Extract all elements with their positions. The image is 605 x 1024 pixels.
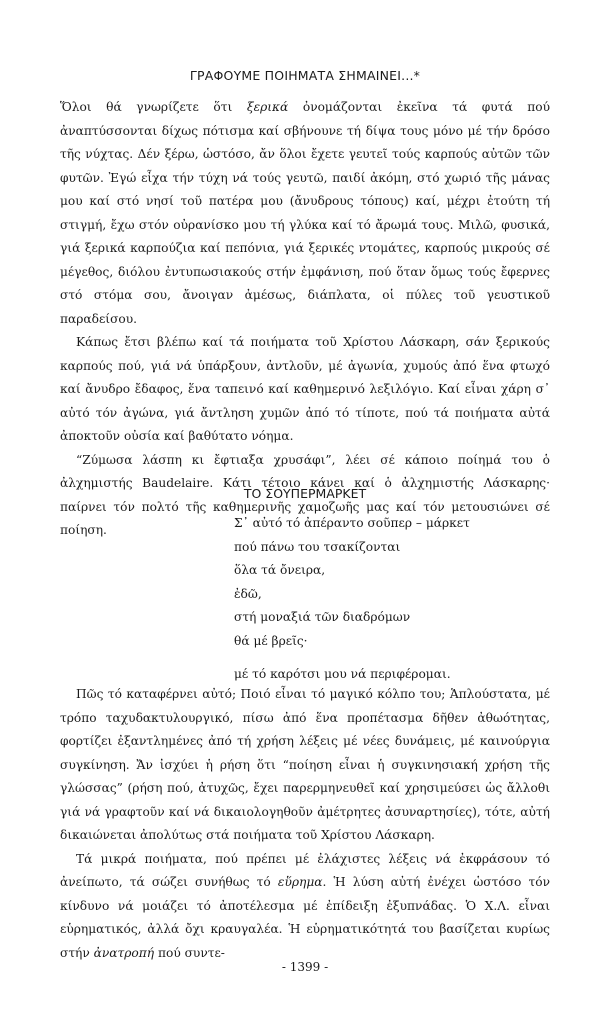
poem-line: θά μέ βρεῖς·	[234, 633, 308, 648]
poem-line: ἐδῶ,	[234, 586, 262, 601]
paragraph-5-middle: . Ἡ λύση αὐτή ἐνέχει ὡστόσο τόν κίνδυνο νά μοιάζει τό ἀποτέλεσμα μέ ἐπίδειξη ἐξυπνάδας. Ὁ Χ.Λ. εἶναι εὑρηματικός, ἀλλά ὄχι κραυγαλέα. Ἡ εὑρηματικότητά του βασίζεται κυρίως στήν	[60, 875, 550, 960]
paragraph-2: Κάπως ἔτσι βλέπω καί τά ποιήματα τοῦ Χρίστου Λάσκαρη, σάν ξερικούς καρπούς πού, γιά νά ὑπάρξουν, ἀντλοῦν, μέ ἀγωνία, χυμούς ἀπό ἕνα φτωχό καί ἄνυδρο ἔδαφος, ἕνα ταπεινό καί καθημερινό λεξιλόγιο. Καί εἶναι χάρη σ᾽ αὐτό τόν ἀγώνα, γιά ἄντληση χυμῶν ἀπό τό τίποτε, πού τά ποιήματα αὐτά ἀποκτοῦν οὐσία καί βαθύτατο νόημα.	[60, 335, 550, 443]
paragraph-1-emphasis: ξερικά	[246, 100, 289, 114]
paragraph-5	[60, 848, 550, 966]
document-page	[60, 0, 550, 1024]
analysis-text	[60, 683, 550, 965]
paragraph-5-end: πού συντε-	[154, 945, 225, 960]
paragraph-3: “Ζύμωσα λάσπη κι ἔφτιαξα χρυσάφι”, λέει σέ κάποιο ποίημά του ὁ ἀλχημιστής Baudelaire. Κάτι τέτοιο κάνει καί ὁ ἀλχημιστής Λάσκαρης· παίρνει τόν πολτό τῆς καθημερινῆς χαμοζωῆς μας καί τόν μετουσιώνει σέ ποίηση.	[60, 452, 550, 537]
poem	[234, 512, 470, 687]
intro-text	[60, 96, 550, 543]
paragraph-5-emphasis-2: ἀνατροπή	[93, 945, 155, 960]
poem-last-line: μέ τό καρότσι μου νά περιφέρομαι.	[234, 667, 451, 681]
paragraph-1	[60, 96, 550, 331]
poem-title: ΤΟ ΣΟΥΠΕΡΜΑΡΚΕΤ	[243, 486, 367, 501]
paragraph-5-start: Τά μικρά ποιήματα, πού πρέπει μέ ἐλάχιστες λέξεις νά ἐκφράσουν τό ἀνείπωτο, τά σώζει συνήθως τό	[60, 851, 550, 889]
paragraph-1-rest: ὀνομάζονται ἐκεῖνα τά φυτά πού ἀναπτύσσονται δίχως πότισμα καί σβήνουνε τή δίψα τους μόνο μέ τήν δρόσο τῆς νύχτας. Δέν ξέρω, ὡστόσο, ἄν ὅλοι ἔχετε γευτεῖ τούς καρπούς αὐτῶν τῶν φυτῶν. Ἐγώ εἶχα τήν τύχη νά τούς γευτῶ, παιδί ἀκόμη, στό χωριό τῆς μάνας μου καί στό νησί τοῦ πατέρα μου (ἄνυδρους τόπους) καί, μέχρι ἐτούτη τή στιγμή, ἔχω στόν οὐρανίσκο μου τή γλύκα καί τό ἄρωμά τους. Μιλῶ, φυσικά, γιά ξερικά καρπούζια καί πεπόνια, γιά ξερικές ντομάτες, καρπούς μικρούς σέ μέγεθος, διόλου ἐντυπωσιακούς στήν ἐμφάνιση, πού ὅταν ὅμως τούς ἔφερνες στό στόμα σου, ἄνοιγαν ἀμέσως, διάπλατα, οἱ πύλες τοῦ γευστικοῦ παραδείσου.	[60, 100, 551, 326]
poem-line: ὅλα τά ὄνειρα,	[234, 563, 326, 577]
paragraph-5-emphasis-1: εὕρημα	[277, 875, 323, 889]
poem-line: Σ᾽ αὐτό τό ἀπέραντο σοῦπερ – μάρκετ	[234, 516, 470, 530]
page-title: ΓΡΑΦΟΥΜΕ ΠΟΙΗΜΑΤΑ ΣΗΜΑΙΝΕΙ...*	[189, 68, 421, 83]
poem-line: στή μοναξιά τῶν διαδρόμων	[234, 610, 411, 624]
poem-line: πού πάνω του τσακίζονται	[234, 539, 401, 554]
paragraph-1-start: Ὅλοι θά γνωρίζετε ὅτι	[60, 100, 247, 114]
paragraph-4: Πῶς τό καταφέρνει αὐτό; Ποιό εἶναι τό μαγικό κόλπο του; Ἁπλούστατα, μέ τρόπο ταχυδακτυλουργικό, πίσω ἀπό ἕνα προπέτασμα δῆθεν ἀθωότητας, φορτίζει ἐξαντλημένες ἀπό τή χρήση λέξεις μέ νέες δυνάμεις, μέ καινούργια συγκίνηση. Ἄν ἰσχύει ἡ ρήση ὅτι “ποίηση εἶναι ἡ συγκινησιακή χρήση τῆς γλώσσας” (ρήση πού, ἀτυχῶς, ἔχει παρερμηνευθεῖ καί χρησιμεύσει ὡς ἄλλοθι γιά νά γραφτοῦν καί νά δικαιολογηθοῦν ἀμέτρητες ἀσυναρτησίες), τότε, αὐτή δικαιώνεται ἀπολύτως στά ποιήματα τοῦ Χρίστου Λάσκαρη.	[60, 687, 550, 842]
page-number: - 1399 -	[281, 960, 329, 974]
